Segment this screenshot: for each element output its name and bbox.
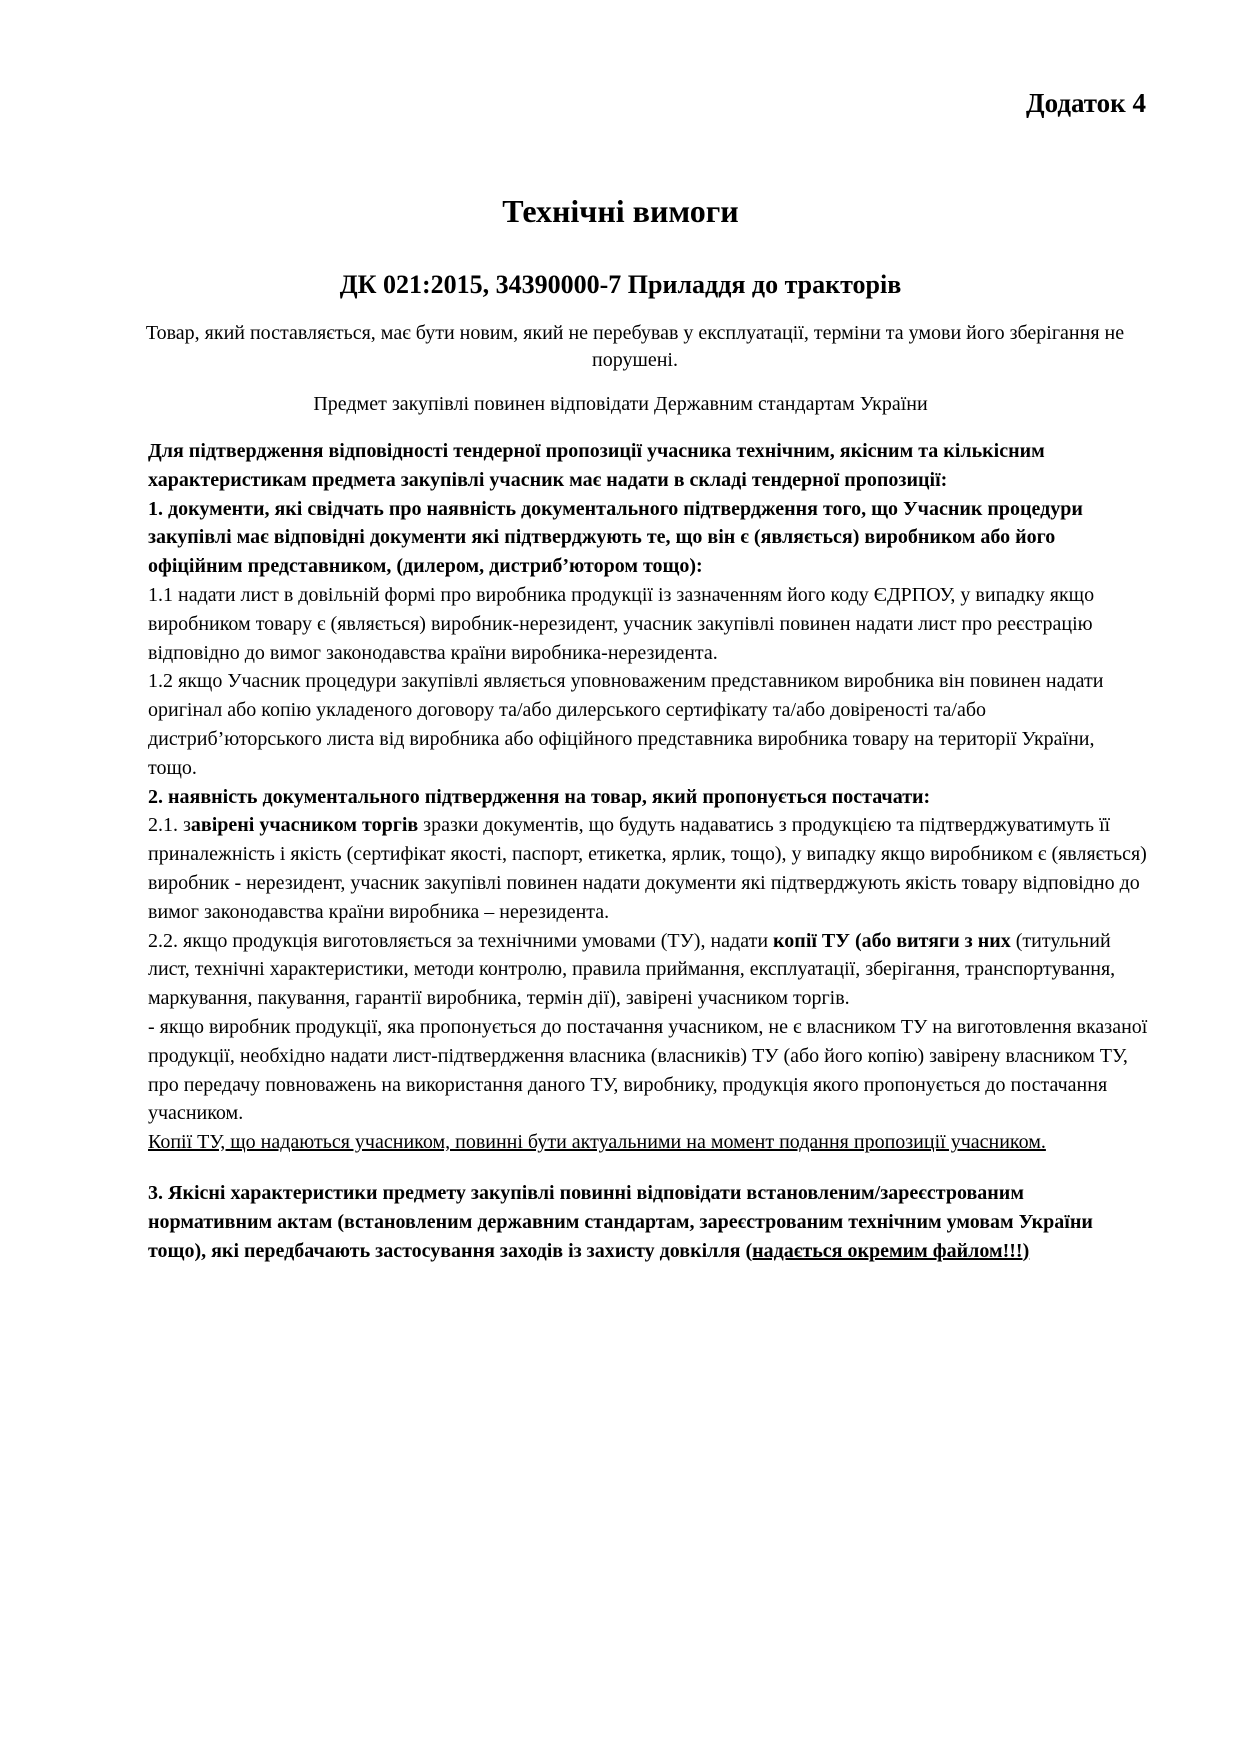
section-3-underlined: (надається окремим файлом!!!) <box>745 1239 1030 1262</box>
section-3 <box>148 1179 1148 1265</box>
page-subtitle: ДК 021:2015, 34390000-7 Приладдя до тракторів <box>339 270 902 299</box>
section-2-1-rest: зразки документів, що будуть надаватись з продукцією та підтверджуватимуть її приналежність і якість (сертифікат якості, паспорт, етикетка, ярлик, тощо), у випадку якщо виробником є (являється) виробник - нерезидент, учасник закупівлі повинен надати документи які підтверджують якість товару відповідно до вимог законодавства країни виробника – нерезидента. <box>148 814 1147 923</box>
section-1-heading: 1. документи, які свідчать про наявність документального підтвердження того, що Учасник процедури закупівлі має відповідні документи які підтверджують те, що він є (являється) виробником або його офіційним представником, (дилером, дистриб’ютором тощо): <box>148 497 1083 578</box>
annex-label: Додаток 4 <box>1026 88 1146 118</box>
section-3-text: 3. Якісні характеристики предмету закупівлі повинні відповідати встановленим/зареєстрованим нормативним актам (встановленим державним стандартам, зареєстрованим технічним умовам України тощо), які передбачають застосування заходів із захисту довкілля <box>148 1181 1093 1262</box>
section-1-1: 1.1 надати лист в довільній формі про виробника продукції із зазначенням його коду ЄДРПОУ, у випадку якщо виробником товару є (являється) виробник-нерезидент, учасник закупівлі повинен надати лист про реєстрацію відповідно до вимог законодавства країни виробника-нерезидента. <box>148 583 1095 664</box>
section-2-2-prefix: 2.2. якщо продукція виготовляється за технічними умовами (ТУ), надати <box>148 929 774 952</box>
intro-paragraph: Товар, який поставляється, має бути новим, який не перебував у експлуатації, терміни та умови його зберігання не порушені. <box>145 322 1125 371</box>
section-2-3: - якщо виробник продукції, яка пропонується до постачання учасником, не є власником ТУ на виготовлення вказаної продукції, необхідно надати лист-підтвердження власника (власників) ТУ (або його копію) завірену власником ТУ, про передачу повноважень на використання даного ТУ, виробнику, продукція якого пропонується до постачання учасником. <box>148 1015 1148 1125</box>
section-2-heading: 2. наявність документального підтвердження на товар, який пропонується постачати: <box>148 785 931 808</box>
requirements-body <box>148 437 1148 1265</box>
section-2-2-rest: (титульний лист, технічні характеристики, методи контролю, правила приймання, експлуатації, зберігання, транспортування, маркування, пакування, гарантії виробника, термін дії), завірені учасником торгів. <box>148 929 1116 1010</box>
section-2-4-note: Копії ТУ, що надаються учасником, повинні бути актуальними на момент подання пропозиції учасником. <box>148 1131 1046 1154</box>
section-2-2-bold: копії ТУ (або витяги з них <box>773 929 1011 952</box>
page-title: Технічні вимоги <box>502 193 739 229</box>
lead-paragraph: Для підтвердження відповідності тендерної пропозиції учасника технічним, якісним та кількісним характеристикам предмета закупівлі учасник має надати в складі тендерної пропозиції: <box>148 440 1045 491</box>
section-2-1 <box>148 811 1148 926</box>
section-1-2: 1.2 якщо Учасник процедури закупівлі являється уповноваженим представником виробника він повинен надати оригінал або копію укладеного договору та/або дилерського сертифікату та/або довіреності та/або дистриб’юторського листа від виробника або офіційного представника виробника товару на території України, тощо. <box>148 670 1104 779</box>
standard-paragraph: Предмет закупівлі повинен відповідати Державним стандартам України <box>313 393 928 415</box>
section-2-2 <box>148 927 1148 1013</box>
section-2-1-prefix: 2.1. з <box>148 814 191 837</box>
section-2-1-bold: авірені учасником торгів <box>190 814 419 837</box>
